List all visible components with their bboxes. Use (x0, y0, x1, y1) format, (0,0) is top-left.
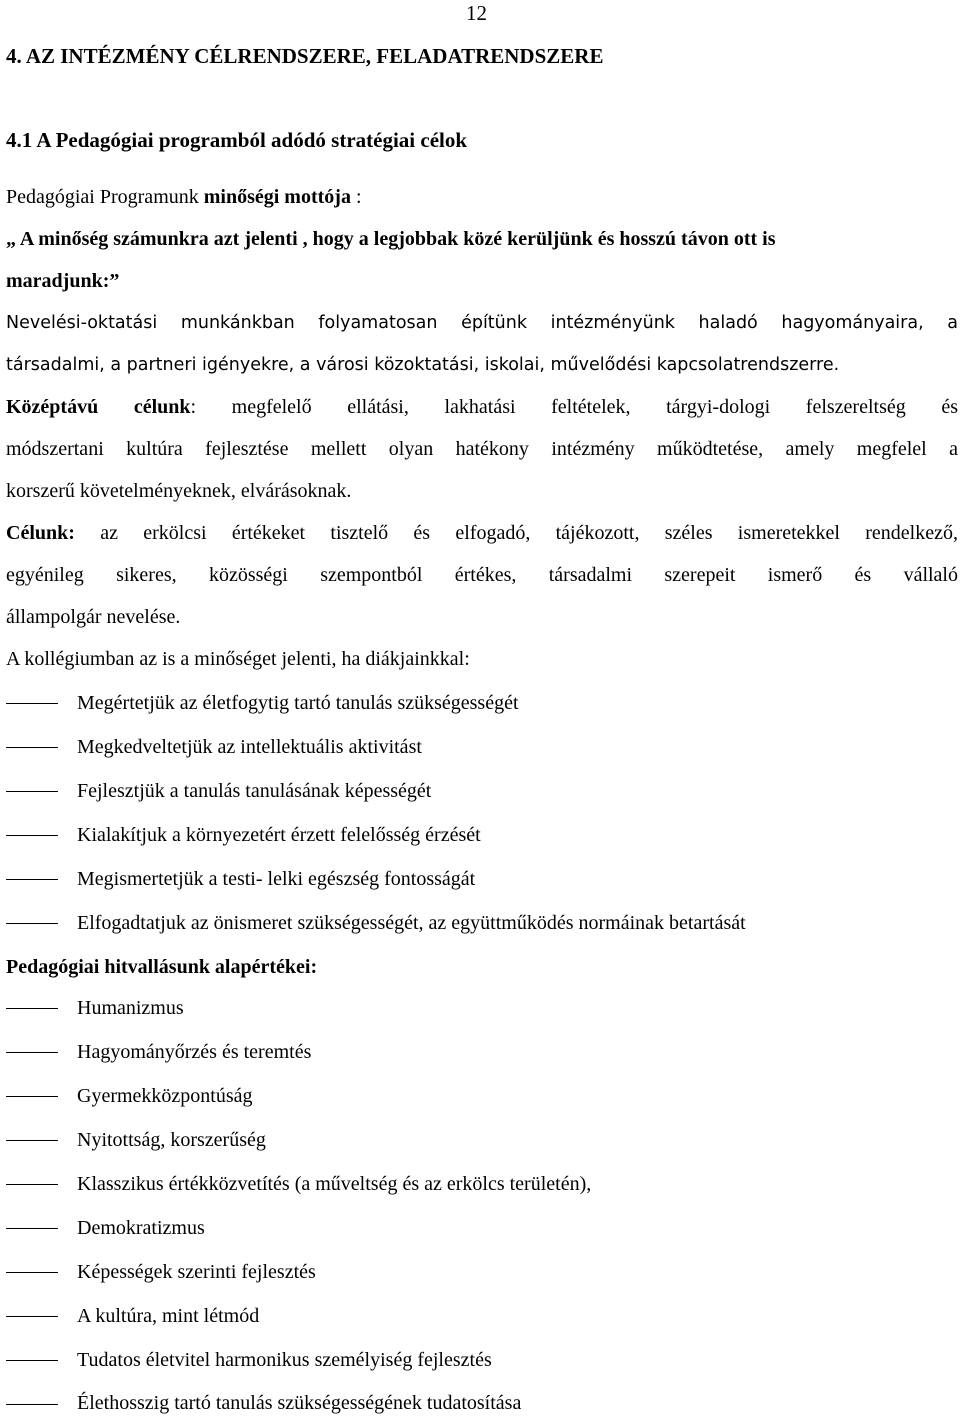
list-item: Élethosszig tartó tanulás szükségességének tudatosítása (77, 1392, 522, 1414)
celunk-label: Célunk: (6, 522, 75, 544)
dash-bullet (6, 791, 58, 792)
list-item: Nyitottság, korszerűség (77, 1129, 266, 1151)
nevelesi-line-2: társadalmi, a partneri igényekre, a városi közoktatási, iskolai, művelődési kapcsolatrendszerre. (6, 355, 840, 375)
list-item: Hagyományőrzés és teremtés (77, 1041, 312, 1063)
list-item: Klasszikus értékközvetítés (a műveltség és az erkölcs területén), (77, 1173, 592, 1195)
dash-bullet (6, 1360, 58, 1361)
dash-bullet (6, 1140, 58, 1141)
chapter-title: 4. AZ INTÉZMÉNY CÉLRENDSZERE, FELADATRENDSZERE (6, 44, 604, 68)
nevelesi-line-1: Nevelési-oktatási munkánkban folyamatosan építünk intézményünk haladó hagyományaira, a (6, 313, 958, 333)
motto-intro (6, 184, 362, 210)
kozeptavu-label: Középtávú célunk (6, 396, 191, 418)
dash-bullet (6, 1052, 58, 1053)
celunk-line-1 (6, 520, 958, 546)
dash-bullet (6, 1316, 58, 1317)
celunk-line-2: egyénileg sikeres, közösségi szempontból értékes, társadalmi szerepeit ismerő és vállaló (6, 564, 958, 586)
section-title: 4.1 A Pedagógiai programból adódó stratégiai célok (6, 128, 468, 152)
celunk-line-1-rest: az erkölcsi értékeket tisztelő és elfogadó, tájékozott, széles ismeretekkel rendelkező, (74, 522, 958, 544)
dash-bullet (6, 1272, 58, 1273)
motto-intro-after: : (350, 186, 362, 208)
list-item: Fejlesztjük a tanulás tanulásának képességét (77, 780, 432, 802)
kozeptavu-line-3: korszerű követelményeknek, elvárásoknak. (6, 480, 352, 502)
motto-quote-line-2: maradjunk:” (6, 270, 120, 292)
dash-bullet (6, 1008, 58, 1009)
dash-bullet (6, 703, 58, 704)
dash-bullet (6, 1184, 58, 1185)
list-item: Demokratizmus (77, 1217, 205, 1239)
dash-bullet (6, 1096, 58, 1097)
motto-quote-line-1: „ A minőség számunkra azt jelenti , hogy a legjobbak közé kerüljünk és hosszú távon ott is (6, 228, 776, 250)
motto-intro-plain: Pedagógiai Programunk (6, 186, 204, 208)
page-number: 12 (466, 1, 487, 25)
list-item: Megismertetjük a testi- lelki egészség fontosságát (77, 868, 476, 890)
motto-intro-bold: minőségi mottója (203, 186, 351, 208)
list-item: Humanizmus (77, 997, 184, 1019)
list-item: Elfogadtatjuk az önismeret szükségességét, az együttműködés normáinak betartását (77, 912, 746, 934)
kozeptavu-line-2: módszertani kultúra fejlesztése mellett olyan hatékony intézmény működtetése, amely megfelel a (6, 438, 958, 460)
kozeptavu-line-1-rest: : megfelelő ellátási, lakhatási feltételek, tárgyi-dologi felszereltség és (190, 396, 958, 418)
dash-bullet (6, 1404, 58, 1405)
list-item: Gyermekközpontúság (77, 1085, 253, 1107)
list-item: Megkedveltetjük az intellektuális aktivitást (77, 736, 422, 758)
dash-bullet (6, 747, 58, 748)
dash-bullet (6, 835, 58, 836)
list-item: Tudatos életvitel harmonikus személyiség fejlesztés (77, 1349, 492, 1371)
kollegium-intro: A kollégiumban az is a minőséget jelenti, ha diákjainkkal: (6, 648, 470, 670)
hitvallas-title: Pedagógiai hitvallásunk alapértékei: (6, 956, 318, 978)
celunk-line-3: állampolgár nevelése. (6, 606, 181, 628)
dash-bullet (6, 879, 58, 880)
dash-bullet (6, 923, 58, 924)
list-item: Megértetjük az életfogytig tartó tanulás szükségességét (77, 692, 519, 714)
list-item: Kialakítjuk a környezetért érzett felelősség érzését (77, 824, 481, 846)
dash-bullet (6, 1228, 58, 1229)
list-item: A kultúra, mint létmód (77, 1305, 260, 1327)
list-item: Képességek szerinti fejlesztés (77, 1261, 316, 1283)
kozeptavu-line-1 (6, 394, 958, 420)
